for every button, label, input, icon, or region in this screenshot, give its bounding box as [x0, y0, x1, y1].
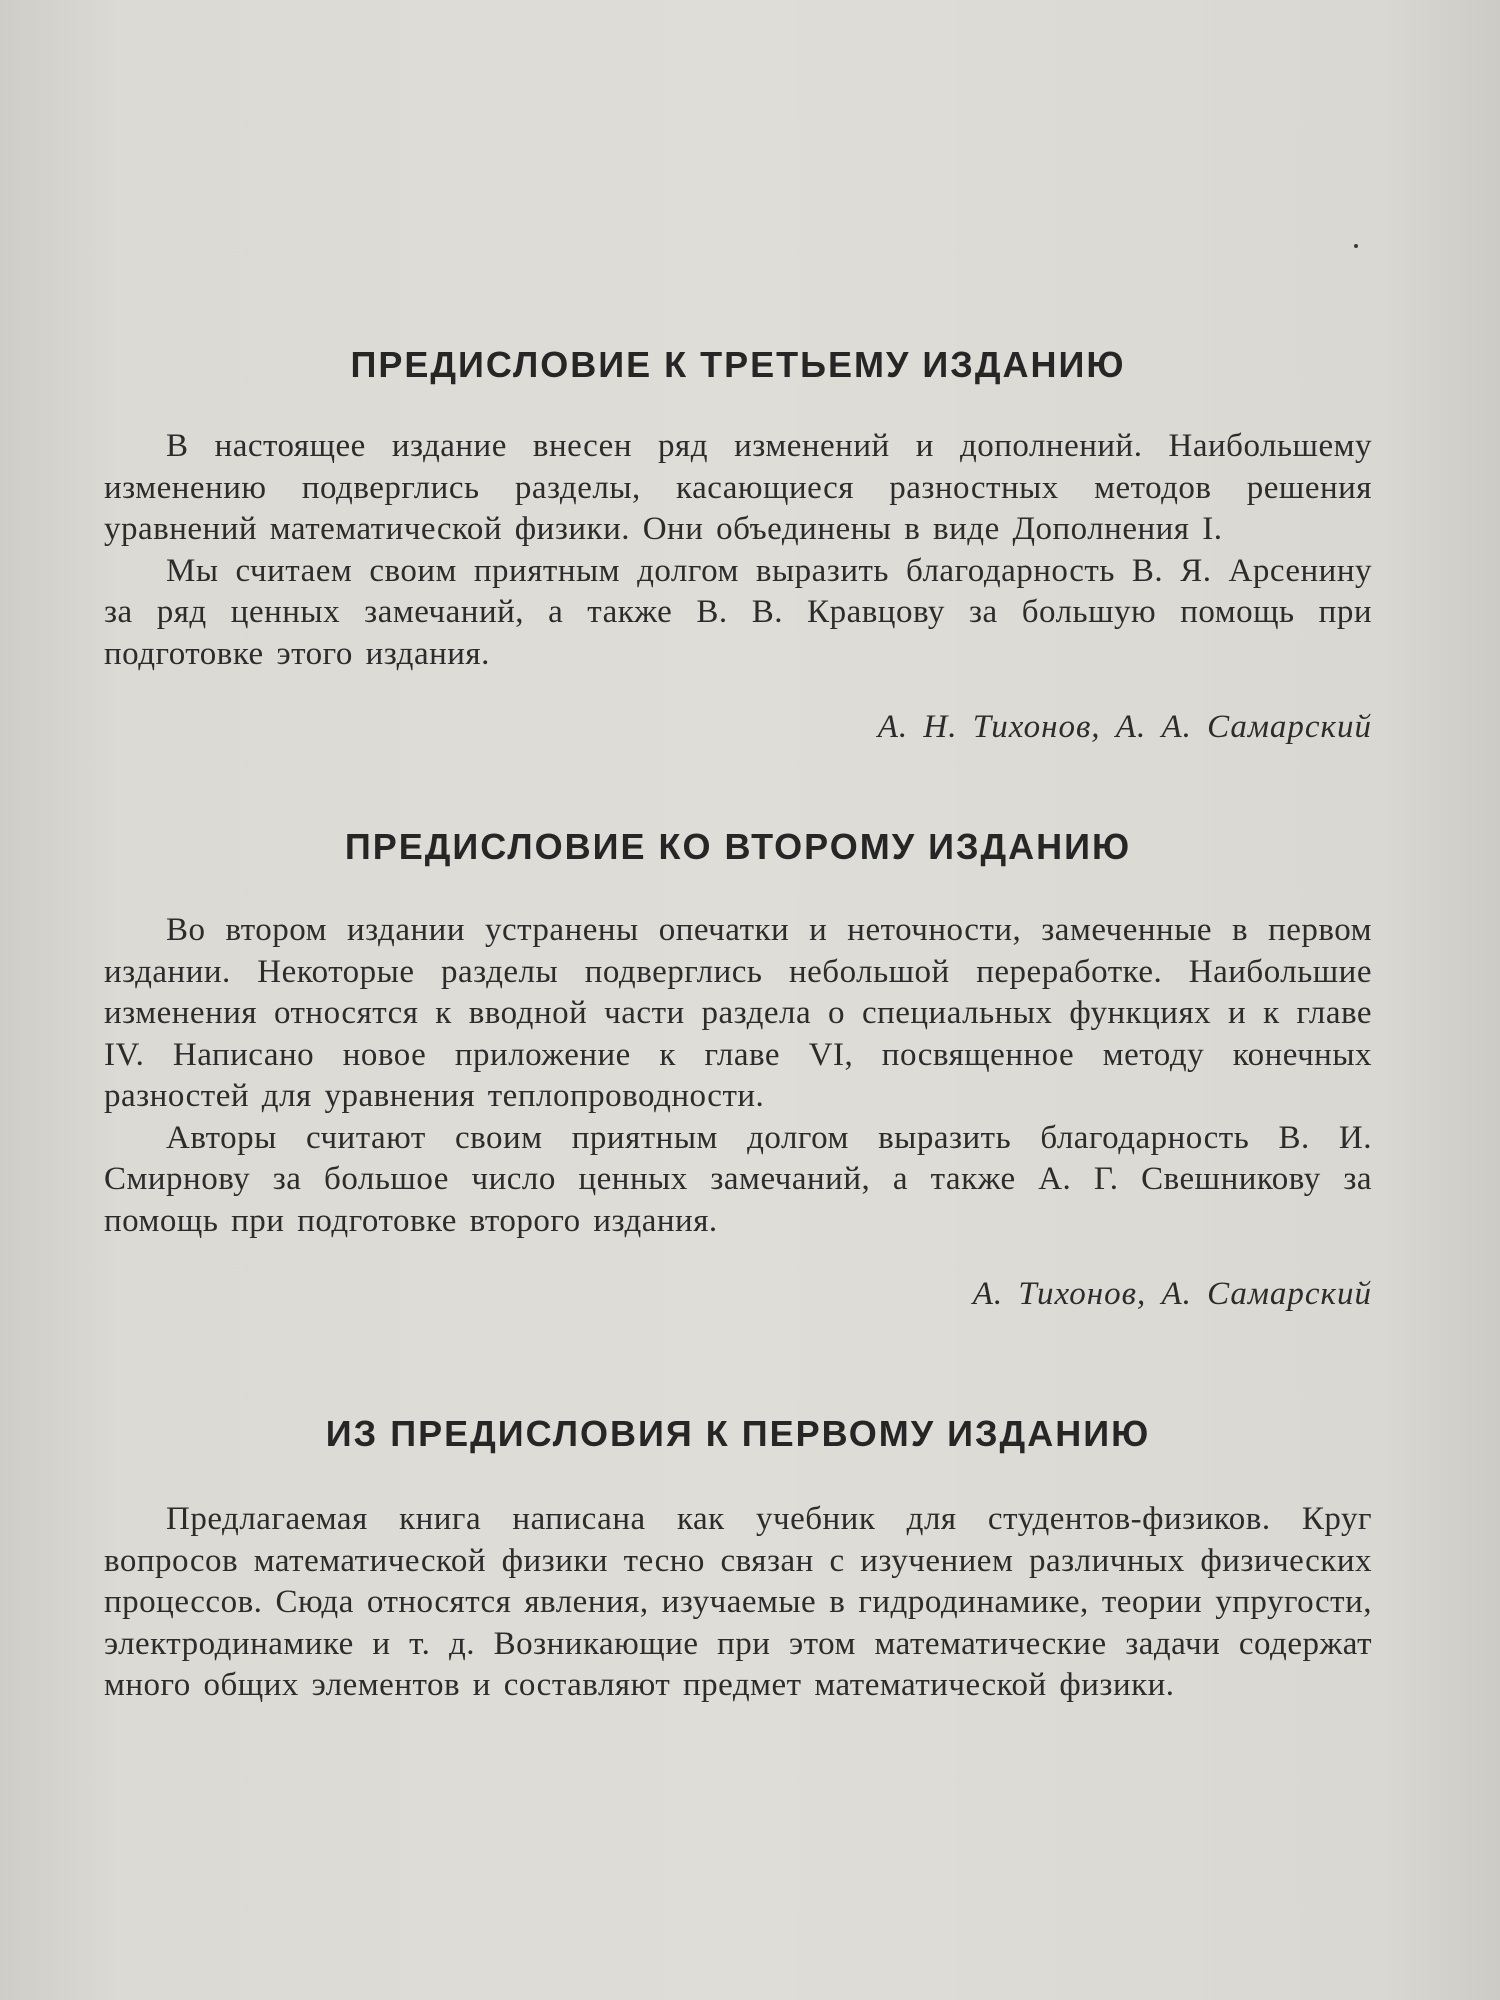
paragraph: Авторы считают своим приятным долгом выразить благодарность В. И. Смирнову за большое число ценных замечаний, а также А. Г. Свешникову за помощь при подготовке второго издания. — [104, 1119, 1372, 1239]
author-signature: А. Тихонов, А. Самарский — [972, 1276, 1372, 1312]
section-body-third-edition — [104, 426, 1372, 675]
paragraph: Во втором издании устранены опечатки и неточности, замеченные в первом издании. Некоторые разделы подверглись небольшой переработке. Наибольшие изменения относятся к вводной части раздела о специальных функциях и к главе IV. Написано новое приложение к главе VI, посвященное методу конечных разностей для уравнения теплопроводности. — [104, 912, 1372, 1114]
section-heading-third-edition: ПРЕДИСЛОВИЕ К ТРЕТЬЕМУ ИЗДАНИЮ — [350, 344, 1126, 385]
print-speck — [1354, 244, 1358, 248]
paragraph: Предлагаемая книга написана как учебник для студентов-физиков. Круг вопросов математической физики тесно связан с изучением различных физических процессов. Сюда относятся явления, изучаемые в гидродинамике, теории упругости, электродинамике и т. д. Возникающие при этом математические задачи содержат много общих элементов и составляют предмет математической физики. — [104, 1501, 1372, 1703]
paragraph: Мы считаем своим приятным долгом выразить благодарность В. Я. Арсенину за ряд ценных замечаний, а также В. В. Кравцову за большую помощь при подготовке этого издания. — [104, 552, 1372, 672]
section-body-second-edition — [104, 910, 1372, 1242]
section-heading-second-edition: ПРЕДИСЛОВИЕ КО ВТОРОМУ ИЗДАНИЮ — [344, 826, 1132, 867]
paragraph: В настоящее издание внесен ряд изменений и дополнений. Наибольшему изменению подверглись разделы, касающиеся разностных методов решения уравнений математической физики. Они объединены в виде Дополнения I. — [104, 428, 1372, 547]
page-content — [104, 340, 1372, 1707]
section-heading-first-edition: ИЗ ПРЕДИСЛОВИЯ К ПЕРВОМУ ИЗДАНИЮ — [325, 1413, 1151, 1454]
author-signature: А. Н. Тихонов, А. А. Самарский — [877, 709, 1372, 745]
section-body-first-edition — [104, 1499, 1372, 1707]
